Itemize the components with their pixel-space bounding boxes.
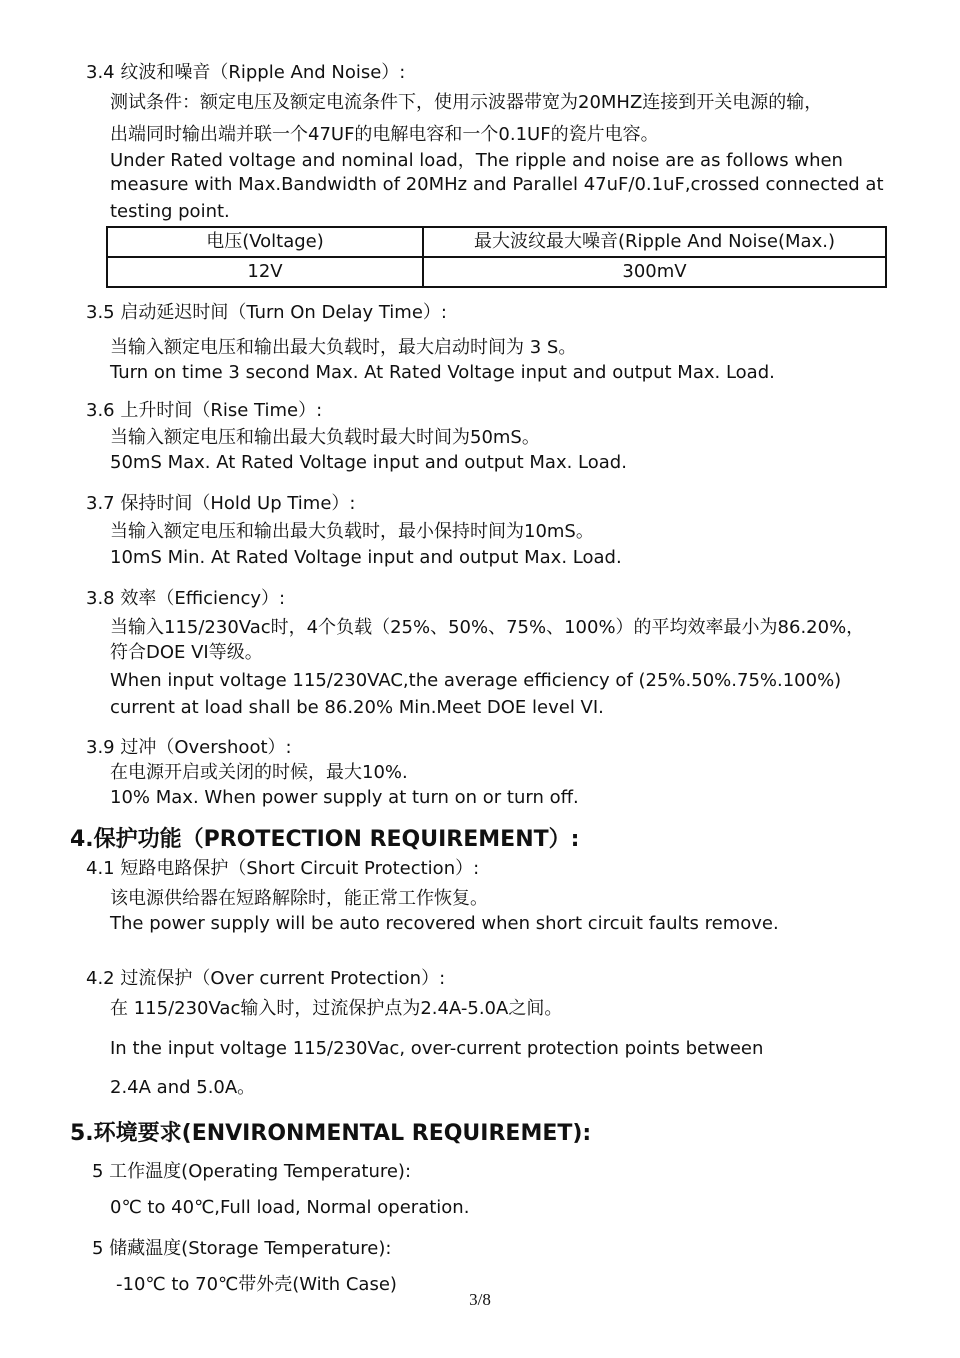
section-4-2-cn: 在 115/230Vac输入时，过流保护点为2.4A-5.0A之间。: [110, 998, 563, 1019]
section-3-4-heading: 3.4 纹波和噪音（Ripple And Noise）:: [86, 62, 406, 83]
section-4-2-en-line-1: In the input voltage 115/230Vac, over-current protection points between: [110, 1038, 764, 1059]
section-3-4-en-line-1: Under Rated voltage and nominal load，The ripple and noise are as follows when: [110, 150, 843, 171]
section-3-5-en: Turn on time 3 second Max. At Rated Voltage input and output Max. Load.: [110, 362, 775, 383]
section-3-8-en-line-1: When input voltage 115/230VAC,the average efficiency of (25%.50%.75%.100%): [110, 670, 842, 691]
section-3-9-cn: 在电源开启或关闭的时候，最大10%.: [110, 762, 408, 783]
table-row: [107, 257, 886, 287]
operating-temperature-heading: 5 工作温度(Operating Temperature):: [92, 1161, 412, 1182]
ripple-noise-table: [106, 226, 887, 288]
section-3-8-cn-line-2: 符合DOE VI等级。: [110, 642, 263, 663]
section-3-7-cn: 当输入额定电压和输出最大负载时，最小保持时间为10mS。: [110, 521, 594, 542]
section-3-4-cn-line-2: 出端同时输出端并联一个47UF的电解电容和一个0.1UF的瓷片电容。: [110, 124, 659, 145]
section-3-5-heading: 3.5 启动延迟时间（Turn On Delay Time）:: [86, 302, 447, 323]
section-4-2-heading: 4.2 过流保护（Over current Protection）:: [86, 968, 446, 989]
storage-temperature-value: -10℃ to 70℃带外壳(With Case): [116, 1274, 397, 1295]
operating-temperature-value: 0℃ to 40℃,Full load, Normal operation.: [110, 1197, 470, 1218]
storage-temperature-heading: 5 储藏温度(Storage Temperature):: [92, 1238, 392, 1259]
section-3-7-en: 10mS Min. At Rated Voltage input and output Max. Load.: [110, 547, 622, 568]
section-3-7-heading: 3.7 保持时间（Hold Up Time）:: [86, 493, 356, 514]
page-number: 3/8: [469, 1290, 491, 1309]
section-3-6-en: 50mS Max. At Rated Voltage input and output Max. Load.: [110, 452, 627, 473]
section-3-6-cn: 当输入额定电压和输出最大负载时最大时间为50mS。: [110, 427, 540, 448]
section-3-4-en-line-3: testing point.: [110, 201, 230, 222]
section-4-1-cn: 该电源供给器在短路解除时，能正常工作恢复。: [110, 888, 488, 909]
section-4-2-en-line-2: 2.4A and 5.0A。: [110, 1077, 256, 1098]
section-3-9-heading: 3.9 过冲（Overshoot）:: [86, 737, 292, 758]
section-3-4-en-line-2: measure with Max.Bandwidth of 20MHz and Parallel 47uF/0.1uF,crossed connected at: [110, 174, 884, 195]
table-cell-voltage: 12V: [107, 257, 423, 287]
section-4-1-heading: 4.1 短路电路保护（Short Circuit Protection）:: [86, 858, 480, 879]
section-4-1-en: The power supply will be auto recovered when short circuit faults remove.: [110, 913, 779, 934]
section-3-6-heading: 3.6 上升时间（Rise Time）:: [86, 400, 323, 421]
section-3-5-cn: 当输入额定电压和输出最大负载时，最大启动时间为 3 S。: [110, 337, 577, 358]
section-3-9-en: 10% Max. When power supply at turn on or turn off.: [110, 787, 579, 808]
section-3-8-en-line-2: current at load shall be 86.20% Min.Meet DOE level VI.: [110, 697, 604, 718]
section-5-heading: 5.环境要求(ENVIRONMENTAL REQUIREMET):: [70, 1121, 592, 1146]
table-header-voltage: 电压(Voltage): [107, 227, 423, 257]
table-header-ripple-noise: 最大波纹最大噪音(Ripple And Noise(Max.): [423, 227, 886, 257]
table-cell-ripple-noise: 300mV: [423, 257, 886, 287]
section-3-8-heading: 3.8 效率（Efficiency）:: [86, 588, 286, 609]
section-4-heading: 4.保护功能（PROTECTION REQUIREMENT）:: [70, 827, 580, 852]
section-3-4-cn-line-1: 测试条件：额定电压及额定电流条件下，使用示波器带宽为20MHZ连接到开关电源的输，: [110, 92, 823, 113]
table-header-row: [107, 227, 886, 257]
section-3-8-cn-line-1: 当输入115/230Vac时，4个负载（25%、50%、75%、100%）的平均效率最小为86.20%，: [110, 617, 865, 638]
